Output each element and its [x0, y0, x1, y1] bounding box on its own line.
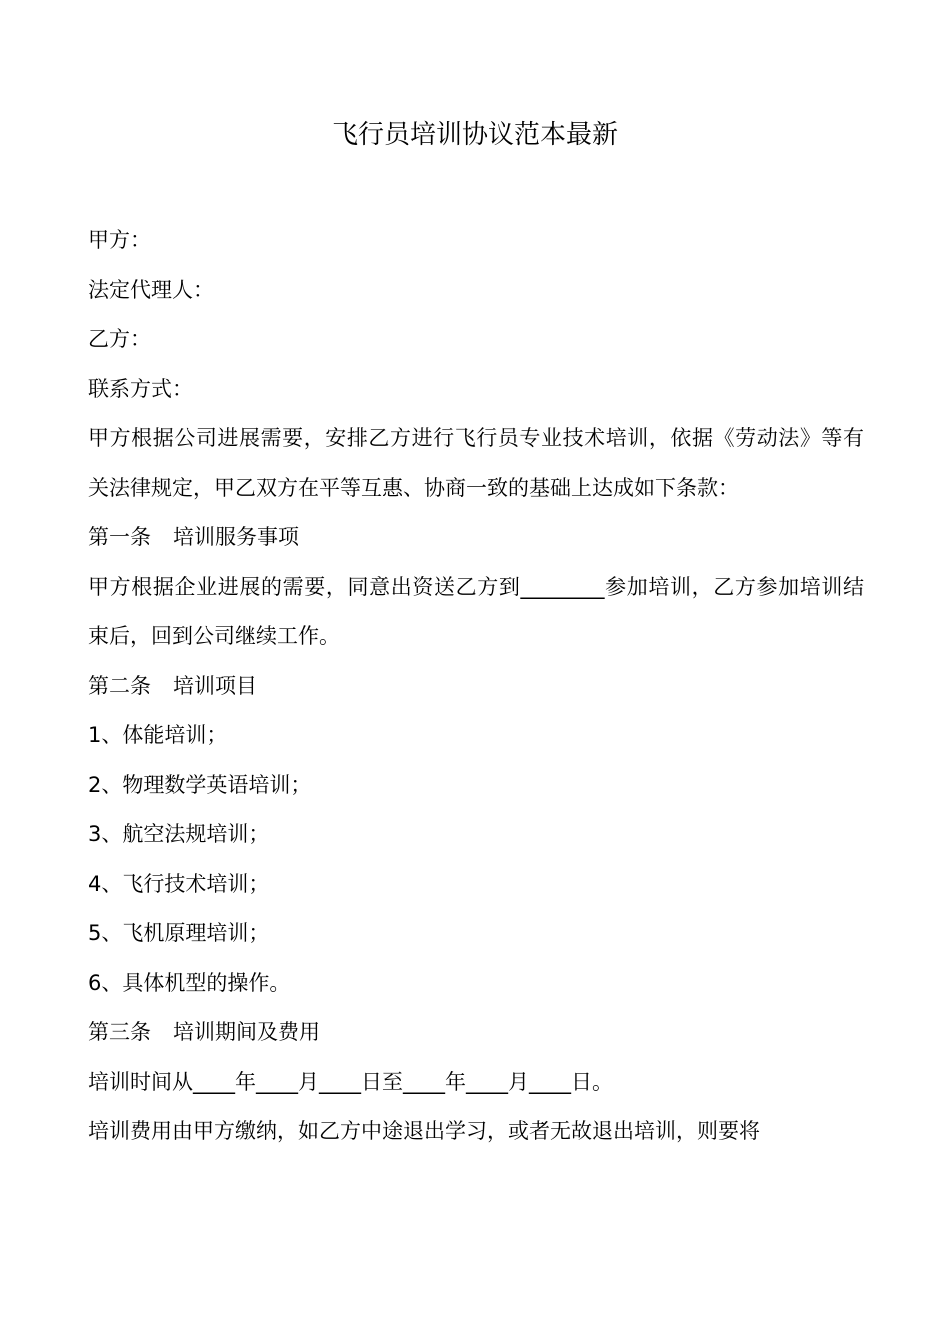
list-item: 1、体能培训；: [88, 723, 228, 747]
article-1-text: 甲方根据企业进展的需要，同意出资送乙方到________参加培训，乙方参加培训结束后，回到公司继续工作。: [88, 574, 864, 648]
party-b-field: 乙方：: [88, 327, 151, 351]
article-3-title: 培训期间及费用: [173, 1020, 320, 1044]
article-2-title: 培训项目: [173, 673, 257, 698]
legal-representative-field: 法定代理人：: [88, 277, 214, 302]
preamble-paragraph: 甲方根据公司进展需要，安排乙方进行飞行员专业技术培训，依据《劳动法》等有关法律规定，甲乙双方在平等互惠、协商一致的基础上达成如下条款：: [88, 426, 864, 500]
list-item: 4、飞行技术培训；: [88, 871, 270, 896]
training-fee-text: 培训费用由甲方缴纳，如乙方中途退出学习，或者无故退出培训，则要将: [88, 1119, 760, 1143]
list-item: 3、航空法规培训；: [88, 822, 270, 846]
list-item: 5、飞机原理培训；: [88, 921, 270, 945]
list-item: 6、具体机型的操作。: [88, 970, 291, 995]
article-3-heading: [88, 1008, 864, 1058]
training-period-text: 培训时间从____年____月____日至____年____月____日。: [88, 1069, 613, 1094]
article-2-number: 第二条: [88, 673, 151, 698]
list-item: 2、物理数学英语培训；: [88, 772, 312, 797]
article-1-title: 培训服务事项: [173, 525, 299, 549]
article-3-number: 第三条: [88, 1020, 151, 1044]
party-a-field: 甲方：: [88, 228, 151, 252]
document-body: [88, 216, 864, 1157]
article-2-heading: [88, 662, 864, 712]
article-1-heading: [88, 513, 864, 563]
document-title: 飞行员培训协议范本最新: [331, 120, 618, 150]
article-1-number: 第一条: [88, 525, 151, 549]
contact-field: 联系方式：: [88, 376, 193, 401]
